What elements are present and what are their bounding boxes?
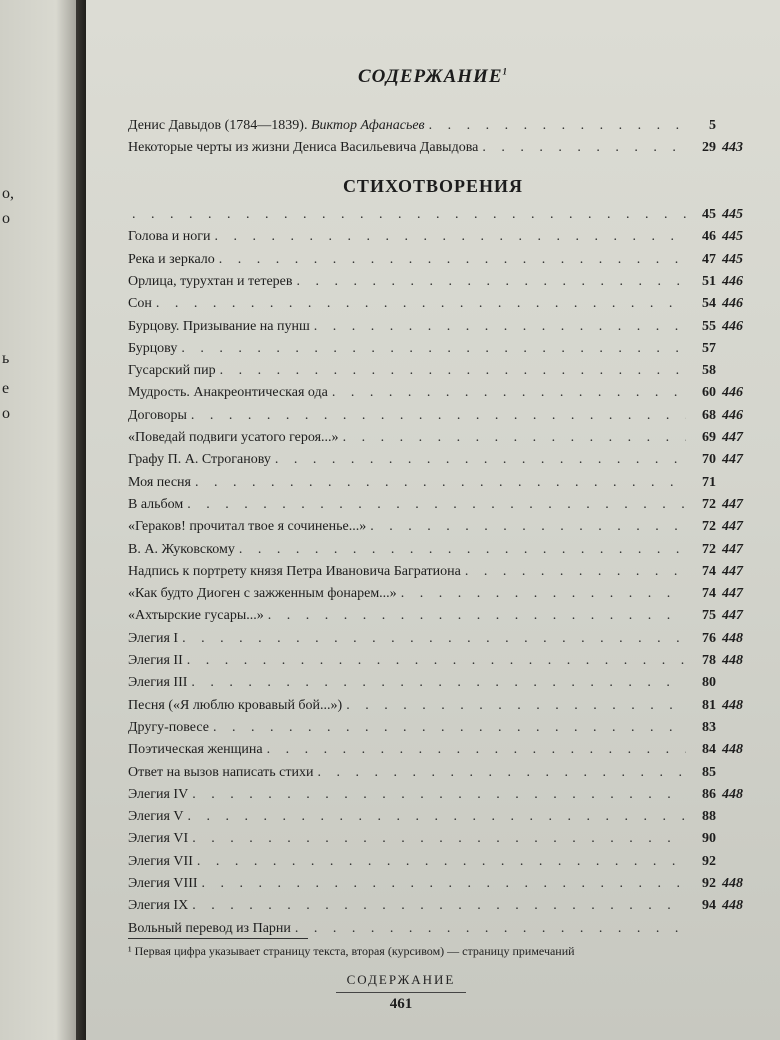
page-ref: 72 [702,542,716,557]
leader-dots [317,765,686,781]
leader-dots [343,430,686,446]
toc-entry [128,876,760,896]
page-ref: 90 [702,831,716,846]
leader-dots [314,319,686,335]
intro-title [128,118,429,134]
toc-entry [128,720,760,740]
left-page-text-fragment: о [2,210,10,227]
toc-entry [128,854,760,874]
note-ref: 448 [722,653,743,668]
note-ref: 448 [722,742,743,757]
page-ref: 80 [702,675,716,690]
entry-title: Орлица, турухтан и тетерев [128,274,293,289]
note-ref: 446 [722,385,743,400]
toc-entry [128,385,760,405]
entry-title: Элегия III [128,675,188,690]
note-ref: 447 [722,519,743,534]
leader-dots [268,608,686,624]
leader-dots [267,742,686,758]
page-ref: 68 [702,408,716,423]
note-ref: 448 [722,898,743,913]
page-ref: 84 [702,742,716,757]
entry-title: Элегия I [128,631,179,646]
leader-dots [187,497,686,513]
note-ref: 445 [722,252,743,267]
entry-title: Гусарский пир [128,363,216,378]
page-ref: 78 [702,653,716,668]
intro-essay-author: Виктор Афанасьев [310,118,425,133]
note-ref: 447 [722,586,743,601]
page-ref: 74 [702,564,716,579]
page-number: 461 [389,996,413,1012]
toc-entry [128,631,760,651]
page-ref: 45 [702,207,716,222]
note-ref: 448 [722,631,743,646]
toc-entry [128,608,760,628]
page-ref: 83 [702,720,716,735]
note-ref: 446 [722,319,743,334]
left-page-text-fragment: ь [2,350,10,367]
leader-dots [195,475,686,491]
footnote-mark: 1 [502,66,509,77]
entry-title: Поэтическая женщина [128,742,263,757]
page-ref: 5 [709,118,716,133]
note-ref: 448 [722,876,743,891]
toc-entry [128,363,760,383]
left-page-edge [0,0,80,1040]
page-title [86,66,780,88]
page-ref: 69 [702,430,716,445]
page-ref: 94 [702,898,716,913]
leader-dots [192,831,686,847]
toc-entry [128,787,760,807]
entry-title: Элегия VII [128,854,193,869]
note-ref: 447 [722,608,743,623]
entry-title: Моя песня [128,475,191,490]
leader-dots [239,542,686,558]
entry-title: «Ахтырские гусары...» [128,608,264,623]
page-ref: 86 [702,787,716,802]
leader-dots [482,140,686,156]
page-ref: 71 [702,475,716,490]
leader-dots [188,809,686,825]
leader-dots [187,653,686,669]
entry-title: Элегия VIII [128,876,198,891]
entry-title: Другу-повесе [128,720,209,735]
section-title: СТИХОТВОРЕНИЯ [342,176,524,196]
leader-dots [370,519,686,535]
page-ref: 46 [702,229,716,244]
leader-dots [215,229,686,245]
toc-entry [128,653,760,673]
toc-entry [128,252,760,272]
leader-dots [182,631,686,647]
entry-title: В. А. Жуковскому [128,542,235,557]
leader-dots [192,898,686,914]
toc-entry [128,229,760,249]
intro-author: Денис Давыдов (1784—1839). [128,118,308,133]
leader-dots [191,675,686,691]
leader-dots [202,876,686,892]
toc-entry [128,207,760,227]
toc-entry [128,452,760,472]
toc-entry [128,898,760,918]
toc-entry [128,430,760,450]
leader-dots [197,854,686,870]
left-page-text-fragment: е [2,380,10,397]
toc-entry [128,274,760,294]
page-ref: 51 [702,274,716,289]
note-ref: 446 [722,408,743,423]
toc-entry [128,319,760,339]
page-ref: 29 [702,140,716,155]
note-ref: 445 [722,229,743,244]
note-ref: 447 [722,542,743,557]
leader-dots [346,698,686,714]
page-ref: 81 [702,698,716,713]
toc-entry [128,497,760,517]
entry-title: Бурцову [128,341,178,356]
toc-entry [128,698,760,718]
entry-title: «Поведай подвиги усатого героя...» [128,430,339,445]
toc-entry [128,341,760,361]
toc-entry [128,542,760,562]
note-ref: 447 [722,497,743,512]
page-ref: 76 [702,631,716,646]
leader-dots [295,921,686,937]
leader-dots [275,452,686,468]
leader-dots [429,118,686,134]
entry-title: Графу П. А. Строганову [128,452,271,467]
page-ref: 58 [702,363,716,378]
toc-entry [128,408,760,428]
leader-dots [465,564,686,580]
toc-entry [128,519,760,539]
page-ref: 57 [702,341,716,356]
toc-entry [128,765,760,785]
intro-row [128,140,760,160]
entry-title: Голова и ноги [128,229,211,244]
note-ref: 448 [722,698,743,713]
entry-title: Элегия IX [128,898,189,913]
toc-entry [128,675,760,695]
leader-dots [220,363,686,379]
entry-title: Элегия II [128,653,183,668]
page-ref: 92 [702,876,716,891]
toc-entry [128,586,760,606]
page-ref: 74 [702,586,716,601]
page-ref: 70 [702,452,716,467]
intro-title: Некоторые черты из жизни Дениса Васильевича Давыдова [128,140,479,155]
page-ref: 47 [702,252,716,267]
page-ref: 85 [702,765,716,780]
page-ref: 72 [702,497,716,512]
contents-page [86,0,780,1040]
entry-title: Вольный перевод из Парни [128,921,291,936]
entry-title: В альбом [128,497,184,512]
page-ref: 54 [702,296,716,311]
intro-row [128,118,760,138]
toc-entry [128,831,760,851]
toc-entry [128,564,760,584]
leader-dots [297,274,687,290]
page-ref: 72 [702,519,716,534]
leader-dots [181,341,686,357]
entry-title: Бурцову. Призывание на пунш [128,319,310,334]
leader-dots [213,720,686,736]
note-ref: 447 [722,430,743,445]
entry-title: Мудрость. Анакреонтическая ода [128,385,328,400]
note-ref: 443 [722,140,743,155]
toc-entry [128,742,760,762]
note-ref: 446 [722,296,743,311]
leader-dots [191,408,686,424]
note-ref: 445 [722,207,743,222]
page-ref: 55 [702,319,716,334]
note-ref: 447 [722,564,743,579]
leader-dots [156,296,686,312]
leader-dots [332,385,686,401]
entry-title: «Гераков! прочитал твое я сочиненье...» [128,519,367,534]
footnote-rule [128,938,308,939]
note-ref: 446 [722,274,743,289]
entry-title: Надпись к портрету князя Петра Ивановича Багратиона [128,564,461,579]
left-page-text-fragment: о, [2,185,14,202]
left-page-text-fragment: о [2,405,10,422]
leader-dots [132,207,686,223]
entry-title: «Как будто Диоген с зажженным фонарем...» [128,586,397,601]
running-head: СОДЕРЖАНИЕ [346,972,456,987]
note-ref: 448 [722,787,743,802]
toc-entry [128,809,760,829]
page-ref: 75 [702,608,716,623]
entry-title: Ответ на вызов написать стихи [128,765,314,780]
entry-title: Элегия IV [128,787,189,802]
leader-dots [219,252,686,268]
page-ref: 60 [702,385,716,400]
note-ref: 447 [722,452,743,467]
toc-entry [128,296,760,316]
toc-entry [128,475,760,495]
page-title-text: СОДЕРЖАНИЕ [357,66,503,87]
running-head-rule [336,992,466,993]
entry-title: Река и зеркало [128,252,215,267]
entry-title: Элегия VI [128,831,189,846]
entry-title: Договоры [128,408,187,423]
footnote: ¹ Первая цифра указывает страницу текста, вторая (курсивом) — страницу примечаний [128,944,575,958]
page-ref: 92 [702,854,716,869]
page-ref: 88 [702,809,716,824]
leader-dots [192,787,686,803]
entry-title: Песня («Я люблю кровавый бой...») [128,698,343,713]
leader-dots [401,586,686,602]
entry-title: Элегия V [128,809,184,824]
entry-title: Сон [128,296,152,311]
